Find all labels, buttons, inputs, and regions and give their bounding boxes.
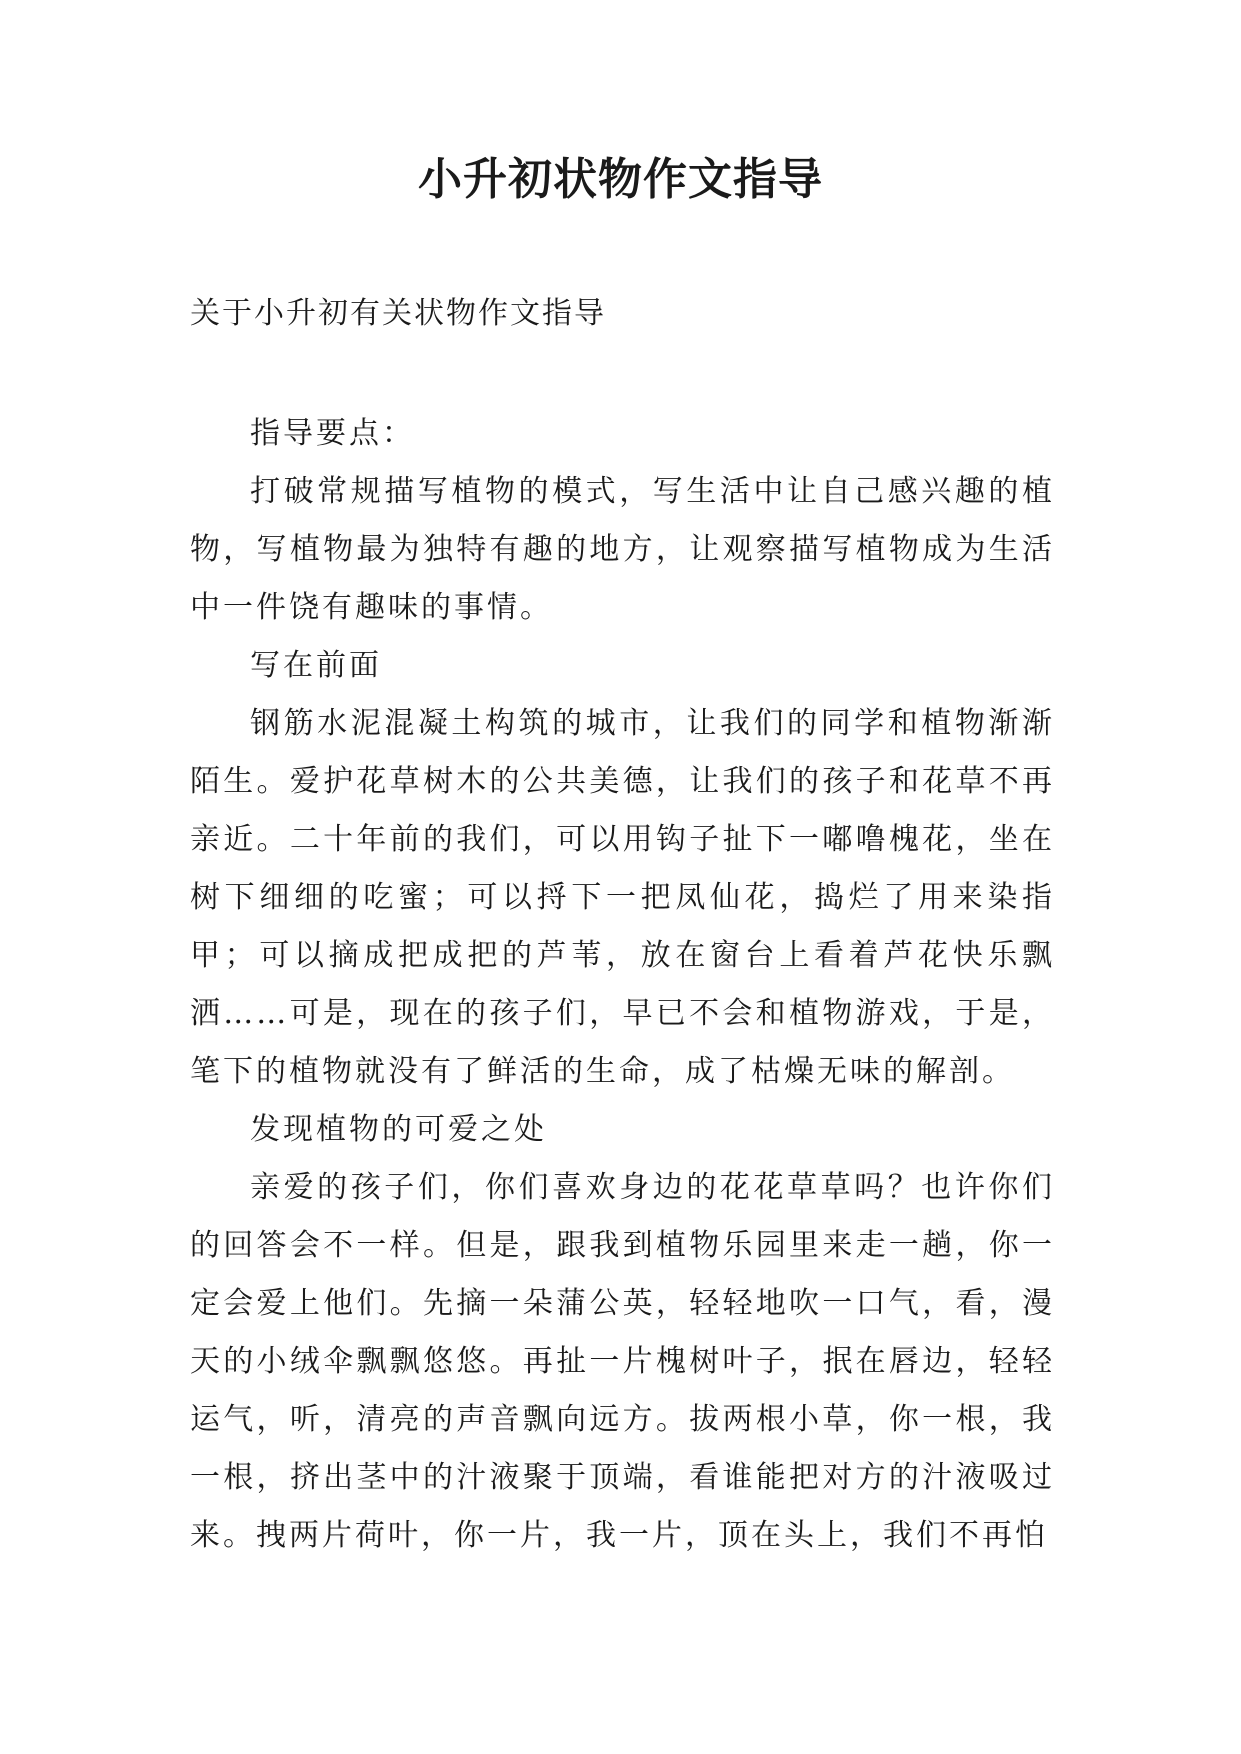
document-title: 小升初状物作文指导 bbox=[418, 154, 823, 205]
paragraph-discover-heading: 发现植物的可爱之处 bbox=[250, 1112, 547, 1147]
paragraph-guidance: 打破常规描写植物的模式，写生活中让自己感兴趣的植物，写植物最为独特有趣的地方，让观察描写植物成为生活中一件饶有趣味的事情。 bbox=[190, 474, 1055, 625]
paragraph-preface-heading: 写在前面 bbox=[250, 648, 382, 683]
paragraph-discover: 亲爱的孩子们，你们喜欢身边的花花草草吗？也许你们的回答会不一样。但是，跟我到植物乐园里来走一趟，你一定会爱上他们。先摘一朵蒲公英，轻轻地吹一口气，看，漫天的小绒伞飘飘悠悠。再扯一片槐树叶子，抿在唇边，轻轻运气，听，清亮的声音飘向远方。拔两根小草，你一根，我一根，挤出茎中的汁液聚于顶端，看谁能把对方的汁液吸过来。拽两片荷叶，你一片，我一片，顶在头上，我们不再怕 bbox=[190, 1170, 1055, 1553]
document-body bbox=[190, 405, 1055, 1565]
paragraph-guidance-heading: 指导要点： bbox=[250, 416, 415, 451]
paragraph-preface: 钢筋水泥混凝土构筑的城市，让我们的同学和植物渐渐陌生。爱护花草树木的公共美德，让我们的孩子和花草不再亲近。二十年前的我们，可以用钩子扯下一嘟噜槐花，坐在树下细细的吃蜜；可以捋下一把凤仙花，捣烂了用来染指甲；可以摘成把成把的芦苇，放在窗台上看着芦花快乐飘洒……可是，现在的孩子们，早已不会和植物游戏，于是，笔下的植物就没有了鲜活的生命，成了枯燥无味的解剖。 bbox=[190, 706, 1055, 1089]
document-subtitle: 关于小升初有关状物作文指导 bbox=[190, 296, 606, 331]
